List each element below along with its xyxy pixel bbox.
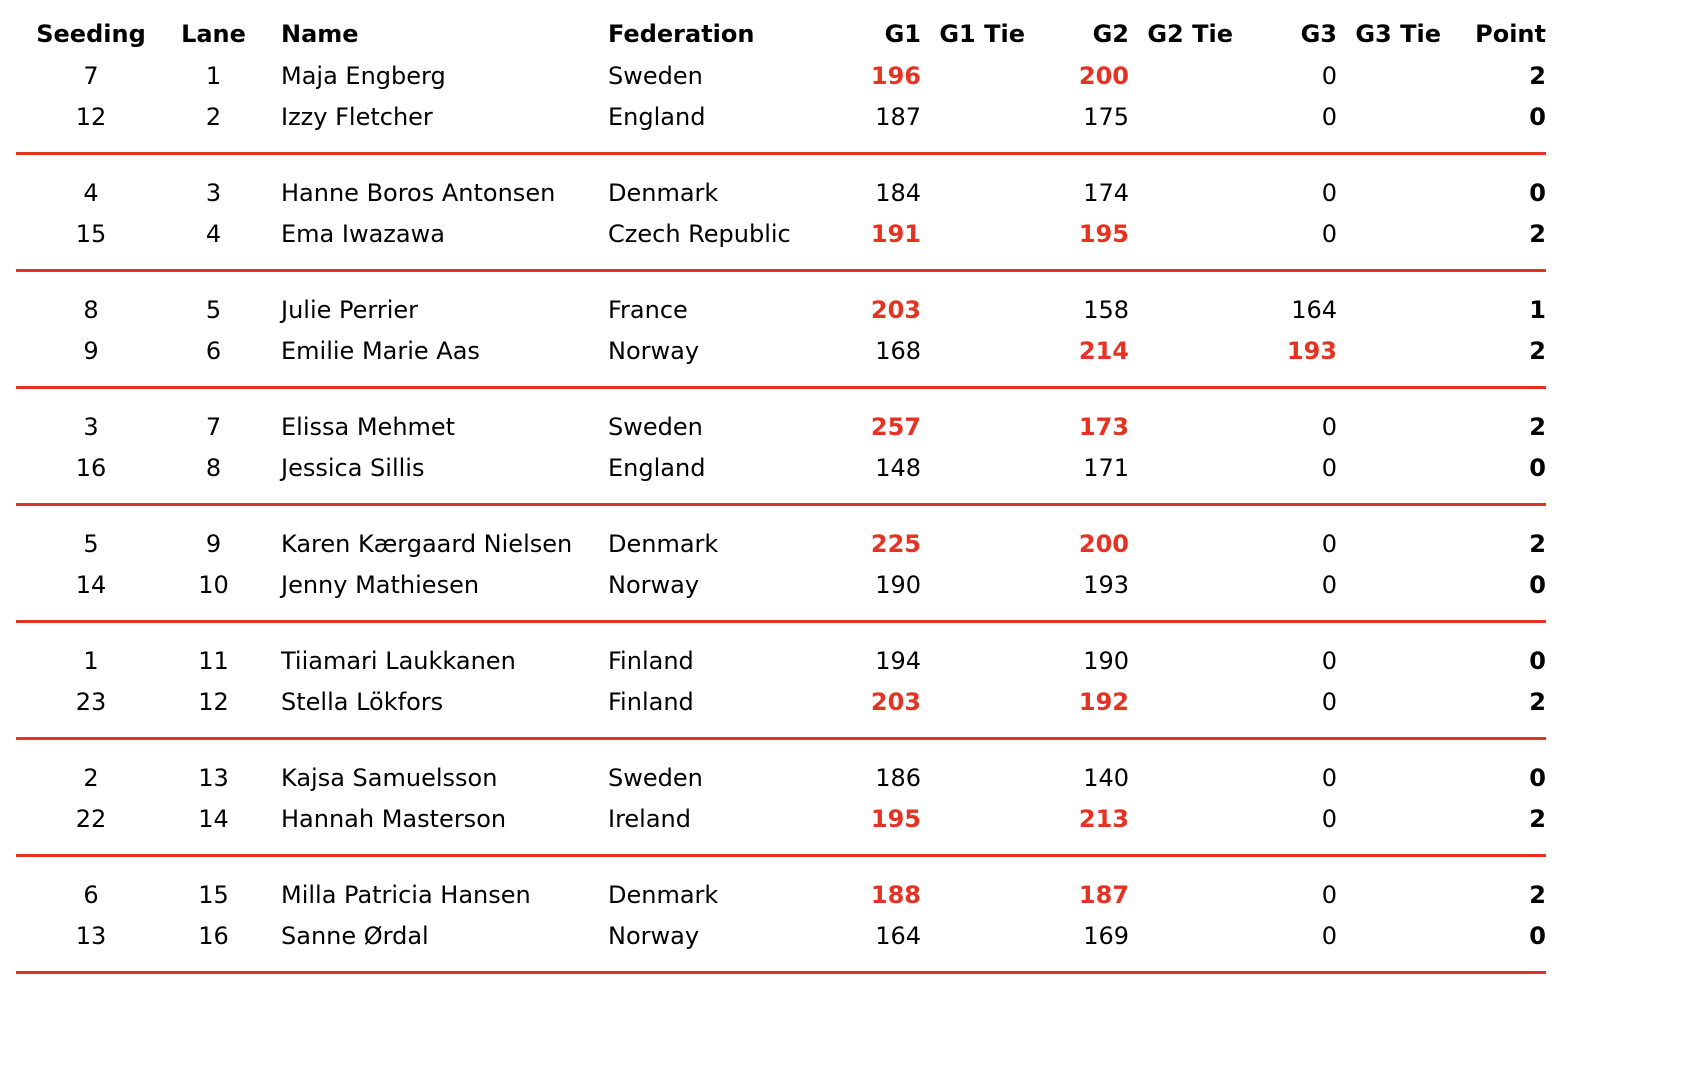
cell-lane: 16 (198, 922, 229, 950)
match-group (16, 524, 1546, 623)
header-lane: Lane (181, 20, 246, 48)
cell-g1: 168 (875, 337, 921, 365)
cell-lane: 8 (205, 454, 222, 482)
cell-g2: 193 (1083, 571, 1129, 599)
table-row (16, 290, 1546, 331)
match-divider (16, 269, 1546, 272)
cell-point: 2 (1529, 688, 1546, 716)
match-group (16, 290, 1546, 389)
table-row (16, 682, 1546, 723)
cell-federation: England (608, 454, 706, 482)
cell-point: 2 (1529, 805, 1546, 833)
table-row (16, 97, 1546, 138)
cell-lane: 3 (205, 179, 222, 207)
match-divider (16, 503, 1546, 506)
cell-point: 2 (1529, 62, 1546, 90)
cell-point: 2 (1529, 337, 1546, 365)
cell-g2: 173 (1078, 413, 1129, 441)
header-g1-tie: G1 Tie (939, 20, 1025, 48)
cell-g3: 0 (1321, 688, 1337, 716)
table-row (16, 214, 1546, 255)
cell-g1: 148 (875, 454, 921, 482)
cell-g1: 195 (870, 805, 921, 833)
header-g2-tie: G2 Tie (1147, 20, 1233, 48)
cell-g1: 257 (870, 413, 921, 441)
match-divider (16, 737, 1546, 740)
cell-g2: 158 (1083, 296, 1129, 324)
cell-g1: 184 (875, 179, 921, 207)
cell-seeding: 15 (75, 220, 107, 248)
header-name: Name (281, 20, 359, 48)
cell-lane: 10 (198, 571, 229, 599)
cell-g3: 0 (1321, 647, 1337, 675)
match-group (16, 56, 1546, 155)
cell-lane: 9 (205, 530, 222, 558)
cell-federation: Sweden (608, 413, 703, 441)
cell-federation: Denmark (608, 881, 719, 909)
header-federation: Federation (608, 20, 755, 48)
cell-g2: 174 (1083, 179, 1129, 207)
cell-g1: 194 (875, 647, 921, 675)
cell-lane: 12 (198, 688, 229, 716)
table-row (16, 565, 1546, 606)
header-g1: G1 (884, 20, 921, 48)
table-row (16, 331, 1546, 372)
cell-g3: 0 (1321, 805, 1337, 833)
cell-point: 1 (1529, 296, 1546, 324)
cell-g3: 0 (1321, 179, 1337, 207)
cell-g2: 200 (1078, 530, 1129, 558)
match-group (16, 407, 1546, 506)
cell-name: Kajsa Samuelsson (281, 764, 498, 792)
cell-g2: 169 (1083, 922, 1129, 950)
cell-lane: 2 (205, 103, 222, 131)
cell-g2: 200 (1078, 62, 1129, 90)
cell-name: Hanne Boros Antonsen (281, 179, 556, 207)
cell-g1: 186 (875, 764, 921, 792)
table-row (16, 56, 1546, 97)
cell-lane: 14 (198, 805, 229, 833)
table-row (16, 448, 1546, 489)
table-row (16, 641, 1546, 682)
cell-seeding: 9 (83, 337, 99, 365)
cell-g3: 0 (1321, 103, 1337, 131)
table-header (16, 12, 1546, 56)
cell-g2: 187 (1078, 881, 1129, 909)
cell-point: 2 (1529, 413, 1546, 441)
cell-seeding: 14 (75, 571, 107, 599)
table-row (16, 524, 1546, 565)
cell-point: 0 (1529, 179, 1546, 207)
table-row (16, 758, 1546, 799)
header-g3-tie: G3 Tie (1355, 20, 1441, 48)
cell-g1: 191 (870, 220, 921, 248)
cell-g2: 171 (1083, 454, 1129, 482)
cell-name: Jenny Mathiesen (281, 571, 480, 599)
cell-g1: 203 (870, 688, 921, 716)
cell-point: 2 (1529, 530, 1546, 558)
cell-g3: 0 (1321, 881, 1337, 909)
cell-federation: France (608, 296, 688, 324)
cell-lane: 11 (198, 647, 229, 675)
cell-federation: Sweden (608, 764, 703, 792)
cell-name: Elissa Mehmet (281, 413, 456, 441)
cell-g2: 140 (1083, 764, 1129, 792)
cell-lane: 6 (205, 337, 222, 365)
cell-lane: 5 (205, 296, 222, 324)
header-g2: G2 (1092, 20, 1129, 48)
cell-federation: Norway (608, 922, 700, 950)
cell-seeding: 12 (75, 103, 107, 131)
cell-lane: 4 (205, 220, 222, 248)
cell-federation: Norway (608, 571, 700, 599)
cell-g1: 203 (870, 296, 921, 324)
cell-g3: 0 (1321, 220, 1337, 248)
match-divider (16, 971, 1546, 974)
cell-g1: 196 (870, 62, 921, 90)
cell-g3: 164 (1291, 296, 1337, 324)
cell-g2: 214 (1078, 337, 1129, 365)
table-row (16, 916, 1546, 957)
cell-point: 0 (1529, 764, 1546, 792)
cell-g1: 164 (875, 922, 921, 950)
cell-g2: 175 (1083, 103, 1129, 131)
cell-name: Ema Iwazawa (281, 220, 445, 248)
match-group (16, 758, 1546, 857)
cell-g3: 0 (1321, 764, 1337, 792)
cell-point: 0 (1529, 922, 1546, 950)
cell-point: 2 (1529, 881, 1546, 909)
cell-name: Jessica Sillis (281, 454, 425, 482)
cell-name: Stella Lökfors (281, 688, 444, 716)
cell-seeding: 2 (83, 764, 99, 792)
cell-seeding: 13 (75, 922, 107, 950)
cell-federation: Norway (608, 337, 700, 365)
cell-name: Maja Engberg (281, 62, 446, 90)
cell-name: Tiiamari Laukkanen (281, 647, 516, 675)
cell-g2: 213 (1078, 805, 1129, 833)
cell-point: 0 (1529, 454, 1546, 482)
table-row (16, 407, 1546, 448)
cell-g3: 0 (1321, 413, 1337, 441)
cell-point: 0 (1529, 571, 1546, 599)
cell-g3: 0 (1321, 454, 1337, 482)
cell-g3: 193 (1286, 337, 1337, 365)
table-body (16, 56, 1546, 974)
table-row (16, 173, 1546, 214)
table-row (16, 799, 1546, 840)
cell-point: 0 (1529, 103, 1546, 131)
cell-g2: 192 (1078, 688, 1129, 716)
cell-seeding: 3 (83, 413, 99, 441)
cell-seeding: 1 (83, 647, 99, 675)
cell-seeding: 16 (75, 454, 107, 482)
match-group (16, 641, 1546, 740)
cell-g2: 195 (1078, 220, 1129, 248)
match-group (16, 173, 1546, 272)
cell-point: 0 (1529, 647, 1546, 675)
cell-g3: 0 (1321, 62, 1337, 90)
cell-seeding: 22 (75, 805, 107, 833)
cell-point: 2 (1529, 220, 1546, 248)
cell-g1: 188 (870, 881, 921, 909)
match-divider (16, 854, 1546, 857)
cell-federation: Denmark (608, 179, 719, 207)
cell-federation: Ireland (608, 805, 692, 833)
match-divider (16, 152, 1546, 155)
cell-federation: Sweden (608, 62, 703, 90)
cell-lane: 7 (205, 413, 222, 441)
cell-federation: Finland (608, 647, 694, 675)
cell-name: Sanne Ørdal (281, 922, 429, 950)
cell-g1: 190 (875, 571, 921, 599)
cell-federation: Finland (608, 688, 694, 716)
cell-name: Hannah Masterson (281, 805, 507, 833)
cell-seeding: 7 (83, 62, 99, 90)
cell-seeding: 23 (75, 688, 107, 716)
table-row (16, 875, 1546, 916)
cell-name: Julie Perrier (281, 296, 419, 324)
cell-seeding: 6 (83, 881, 99, 909)
cell-g1: 187 (875, 103, 921, 131)
cell-federation: England (608, 103, 706, 131)
results-table (16, 12, 1546, 992)
cell-lane: 15 (198, 881, 229, 909)
cell-lane: 13 (198, 764, 229, 792)
header-seeding: Seeding (36, 20, 146, 48)
cell-seeding: 5 (83, 530, 99, 558)
cell-g3: 0 (1321, 530, 1337, 558)
cell-name: Emilie Marie Aas (281, 337, 480, 365)
match-divider (16, 386, 1546, 389)
header-point: Point (1475, 20, 1546, 48)
header-g3: G3 (1300, 20, 1337, 48)
cell-g2: 190 (1083, 647, 1129, 675)
cell-federation: Denmark (608, 530, 719, 558)
cell-g1: 225 (870, 530, 921, 558)
cell-seeding: 4 (83, 179, 99, 207)
cell-seeding: 8 (83, 296, 99, 324)
cell-lane: 1 (205, 62, 222, 90)
cell-g3: 0 (1321, 571, 1337, 599)
cell-federation: Czech Republic (608, 220, 791, 248)
cell-g3: 0 (1321, 922, 1337, 950)
cell-name: Izzy Fletcher (281, 103, 433, 131)
match-divider (16, 620, 1546, 623)
cell-name: Milla Patricia Hansen (281, 881, 531, 909)
match-group (16, 875, 1546, 974)
cell-name: Karen Kærgaard Nielsen (281, 530, 573, 558)
